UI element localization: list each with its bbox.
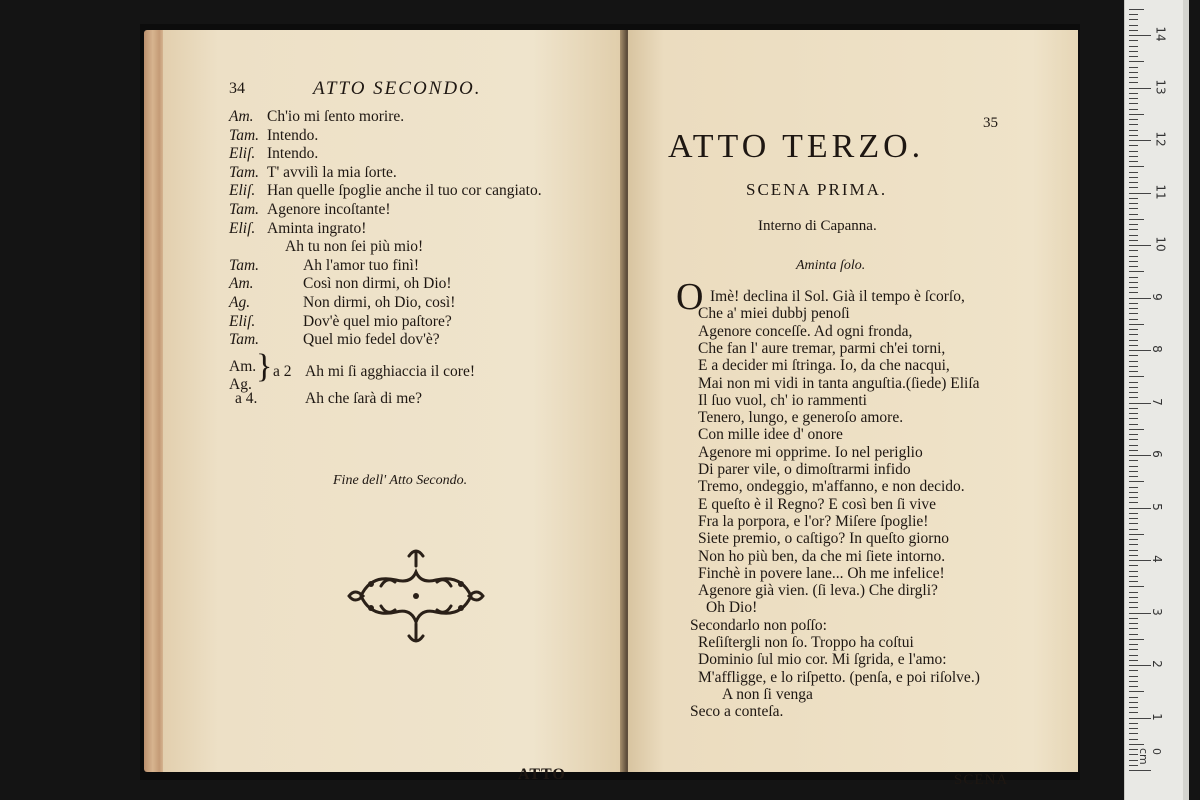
verse-line: E queſto è il Regno? E così ben ſi vive: [698, 495, 937, 513]
ruler-tick: [1129, 361, 1138, 362]
ruler-tick: [1129, 639, 1144, 640]
verse-line: Oh Dio!: [706, 599, 758, 617]
ruler-tick: [1129, 235, 1138, 236]
verse-line: Reſiſtergli non ſo. Troppo ha coſtui: [698, 634, 914, 651]
quartet-text: Ah che ſarà di me?: [305, 390, 423, 407]
quartet-marker: a 4.: [235, 390, 258, 407]
ruler-tick: [1129, 670, 1138, 671]
ruler-tick: [1129, 208, 1138, 209]
ruler-tick: [1129, 282, 1138, 283]
left-running-head: ATTO SECONDO.: [313, 78, 482, 99]
verse-line: Agenore mi opprime. Io nel periglio: [698, 443, 923, 461]
ruler-tick: [1129, 581, 1138, 582]
ruler-tick: [1129, 93, 1138, 94]
ruler-tick: [1129, 366, 1138, 367]
speaker-label: Tam.: [229, 256, 260, 274]
left-page: [163, 30, 625, 783]
ruler-tick: [1129, 156, 1138, 157]
ruler-tick: [1129, 240, 1138, 241]
ruler-tick: [1129, 88, 1151, 89]
ruler-tick: [1129, 534, 1144, 535]
verse-line: Finchè in povere lane... Oh me infelice!: [698, 564, 945, 582]
right-page-number: 35: [983, 115, 998, 131]
speaker-label: Tam.: [229, 201, 260, 218]
ruler-number: 8: [1149, 345, 1164, 353]
ruler-tick: [1129, 308, 1138, 309]
verse-line: M'affligge, e lo riſpetto. (penſa, e poi riſolve.): [698, 668, 980, 686]
ruler-tick: [1129, 271, 1144, 272]
verse-line: Agenore già vien. (ſi leva.) Che dirgli?: [698, 582, 938, 600]
ruler-tick: [1129, 733, 1138, 734]
verse-line: Non ho più ben, da che mi ſiete intorno.: [698, 547, 946, 565]
ruler-tick: [1129, 151, 1138, 152]
ruler-tick: [1129, 429, 1144, 430]
ruler-tick: [1129, 744, 1144, 745]
ruler-tick: [1129, 707, 1138, 708]
dialogue-line: Intendo.: [267, 126, 319, 144]
act-title: ATTO TERZO.: [668, 128, 925, 165]
ruler-tick: [1129, 712, 1138, 713]
speaker-label: Eliſ.: [229, 312, 256, 330]
ruler-tick: [1129, 718, 1151, 719]
ruler-tick: [1129, 14, 1138, 15]
ruler-tick: [1129, 313, 1138, 314]
ruler-tick: [1129, 77, 1138, 78]
ruler-number: 5: [1149, 502, 1164, 511]
dialogue-line: Non dirmi, oh Dio, così!: [303, 294, 456, 311]
ruler-number: 6: [1149, 450, 1164, 458]
ruler-tick: [1129, 492, 1138, 493]
ruler-tick: [1129, 691, 1144, 692]
verse-line: Secondarlo non poſſo:: [690, 616, 827, 634]
brace-glyph: }: [256, 348, 273, 385]
verse-line: Con mille idee d' onore: [698, 426, 843, 444]
scene-character: Aminta ſolo.: [796, 258, 866, 273]
ruler-tick: [1129, 634, 1138, 635]
ruler-tick: [1129, 697, 1138, 698]
ruler-tick: [1129, 124, 1138, 125]
ruler-tick: [1129, 471, 1138, 472]
ruler-number: 14: [1153, 26, 1168, 42]
ruler-tick: [1129, 219, 1144, 220]
ruler-tick: [1129, 135, 1138, 136]
ruler-tick: [1129, 256, 1138, 257]
ruler-tick: [1129, 523, 1138, 524]
ruler-tick: [1129, 266, 1138, 267]
ruler-tick: [1129, 193, 1151, 194]
ruler-number: 12: [1153, 131, 1168, 147]
duet-speaker-2: Ag.: [229, 376, 252, 393]
ruler-tick: [1129, 397, 1138, 398]
ruler-tick: [1129, 424, 1138, 425]
drop-cap: O: [676, 276, 704, 318]
ruler-tick: [1129, 460, 1138, 461]
duet-text: Ah mi ſi agghiaccia il core!: [305, 363, 476, 380]
speaker-label: Tam.: [229, 163, 260, 181]
ruler-tick: [1129, 607, 1138, 608]
ruler-number: 1: [1149, 712, 1164, 721]
ornament-icon: [341, 544, 491, 648]
ruler-tick: [1129, 355, 1138, 356]
verse-line: Fra la porpora, e l'or? Miſere ſpoglie!: [698, 512, 929, 530]
ruler-tick: [1129, 82, 1138, 83]
ruler-tick: [1129, 408, 1138, 409]
speaker-label: Tam.: [229, 331, 260, 349]
ruler-tick: [1129, 649, 1138, 650]
dialogue-line: Ch'io mi ſento morire.: [267, 108, 405, 125]
ruler-tick: [1129, 187, 1138, 188]
ruler-tick: [1129, 497, 1138, 498]
ruler-tick: [1129, 702, 1138, 703]
verse-line: Il ſuo vuol, ch' io rammenti: [698, 391, 867, 409]
left-page-number: 34: [229, 80, 245, 97]
ruler-tick: [1129, 161, 1138, 162]
ruler-tick: [1129, 376, 1144, 377]
verse-line: A non ſi venga: [722, 685, 813, 703]
ruler-tick: [1129, 319, 1138, 320]
ruler-tick: [1129, 466, 1138, 467]
verse-line: Agenore conceſſe. Ad ogni fronda,: [698, 322, 913, 340]
ruler-tick: [1129, 481, 1144, 482]
ruler-tick: [1129, 592, 1138, 593]
ruler-unit-label: 0 cm: [1137, 748, 1163, 765]
ruler-tick: [1129, 544, 1138, 545]
ruler-number: 10: [1153, 236, 1168, 252]
ruler-number: 3: [1149, 607, 1164, 616]
ruler-tick: [1129, 623, 1138, 624]
verse-line: Siete premio, o caſtigo? In queſto giorno: [698, 530, 949, 548]
ruler-tick: [1129, 739, 1138, 740]
ruler-tick: [1129, 324, 1144, 325]
ruler-tick: [1129, 371, 1138, 372]
ruler-number: 11: [1153, 183, 1168, 200]
ruler-tick: [1129, 340, 1138, 341]
ruler-tick: [1129, 655, 1138, 656]
ruler-tick: [1129, 303, 1138, 304]
ruler-number: 4: [1149, 555, 1164, 563]
ruler-tick: [1129, 51, 1138, 52]
ruler-tick: [1129, 9, 1144, 10]
ruler-tick: [1129, 40, 1138, 41]
ruler-tick: [1129, 602, 1138, 603]
ruler-tick: [1129, 445, 1138, 446]
ruler-tick: [1129, 145, 1138, 146]
ruler-tick: [1129, 676, 1138, 677]
dialogue-line: Dov'è quel mio paſtore?: [303, 312, 452, 330]
ruler-tick: [1129, 224, 1138, 225]
speaker-label: Eliſ.: [229, 145, 256, 163]
ruler-tick: [1129, 214, 1138, 215]
speaker-label: Ag.: [229, 294, 251, 311]
ruler-tick: [1129, 250, 1138, 251]
ruler-tick: [1129, 345, 1138, 346]
ruler-tick: [1129, 350, 1151, 351]
ruler-tick: [1129, 550, 1138, 551]
ruler-tick: [1129, 25, 1138, 26]
ruler-tick: [1129, 413, 1138, 414]
ruler-tick: [1129, 434, 1138, 435]
ruler-tick: [1129, 109, 1138, 110]
ruler-tick: [1129, 103, 1138, 104]
ruler-tick: [1129, 277, 1138, 278]
ruler-tick: [1129, 518, 1138, 519]
ruler-tick: [1129, 455, 1151, 456]
ruler-tick: [1129, 665, 1151, 666]
dialogue-line: Intendo.: [267, 145, 319, 163]
ruler-tick: [1129, 539, 1138, 540]
duet-marker: a 2: [273, 363, 292, 380]
ruler-tick: [1129, 292, 1138, 293]
ruler-tick: [1129, 686, 1138, 687]
ruler-tick: [1129, 597, 1138, 598]
dialogue-line: Agenore incoſtante!: [267, 201, 391, 218]
ruler-tick: [1129, 613, 1151, 614]
ruler-tick: [1129, 114, 1144, 115]
ruler-tick: [1129, 261, 1138, 262]
ruler-tick: [1129, 203, 1138, 204]
ruler-number: 2: [1149, 660, 1164, 668]
right-page: [628, 30, 1078, 788]
ruler-tick: [1129, 555, 1138, 556]
measurement-ruler: [1124, 0, 1189, 800]
ruler-tick: [1129, 403, 1151, 404]
ruler-tick: [1129, 329, 1138, 330]
dialogue-line: Quel mio fedel dov'è?: [303, 331, 440, 349]
ruler-tick: [1129, 182, 1138, 183]
ruler-tick: [1129, 46, 1138, 47]
ruler-tick: [1129, 35, 1151, 36]
dialogue-line: T' avvilì la mia ſorte.: [267, 163, 397, 181]
ruler-tick: [1129, 229, 1138, 230]
speaker-label: Tam.: [229, 126, 260, 144]
verse-line: Mai non mi vidi in tanta anguſtia.(ſiede) Eliſa: [698, 374, 980, 392]
ruler-tick: [1129, 287, 1138, 288]
ruler-tick: [1129, 476, 1138, 477]
ruler-tick: [1129, 56, 1138, 57]
ruler-tick: [1129, 72, 1138, 73]
duet-speaker-1: Am.: [229, 358, 257, 375]
ruler-tick: [1129, 334, 1138, 335]
verse-line: Tremo, ondeggio, m'affanno, e non decido.: [698, 478, 965, 496]
ruler-tick: [1129, 198, 1138, 199]
ruler-tick: [1129, 660, 1138, 661]
ruler-tick: [1129, 728, 1138, 729]
ruler-tick: [1129, 586, 1144, 587]
ruler-number: 9: [1149, 292, 1164, 301]
scene-heading: SCENA PRIMA.: [746, 180, 888, 199]
ruler-tick: [1129, 298, 1151, 299]
ruler-tick: [1129, 529, 1138, 530]
dialogue-line: Han quelle ſpoglie anche il tuo cor cangiato.: [267, 182, 542, 200]
ruler-tick: [1129, 644, 1138, 645]
dialogue-line: Così non dirmi, oh Dio!: [303, 275, 452, 293]
left-catchword: ATTO: [518, 766, 566, 783]
verse-line: Che fan l' aure tremar, parmi ch'ei torni,: [698, 339, 946, 357]
verse-line: Imè! declina il Sol. Già il tempo è ſcorſo,: [710, 288, 965, 305]
ruler-tick: [1129, 439, 1138, 440]
ruler-tick: [1129, 166, 1144, 167]
end-of-act-note: Fine dell' Atto Secondo.: [333, 473, 468, 488]
dialogue-line: Aminta ingrato!: [267, 219, 367, 237]
ruler-number: 13: [1153, 78, 1168, 95]
ruler-tick: [1129, 508, 1151, 509]
ruler-tick: [1129, 723, 1138, 724]
verse-line: Dominio ſul mio cor. Mi ſgrida, e l'amo:: [698, 651, 947, 669]
ruler-tick: [1129, 98, 1138, 99]
right-catchword: SCENA: [954, 772, 1009, 788]
verse-line: E a decider mi ſtringa. Io, da che nacqui,: [698, 357, 950, 375]
ruler-tick: [1129, 172, 1138, 173]
ruler-tick: [1129, 177, 1138, 178]
ruler-tick: [1129, 560, 1151, 561]
ruler-tick: [1129, 19, 1138, 20]
verse-line: Di parer vile, o dimoſtrarmi infido: [698, 461, 911, 478]
verse-line: Che a' miei dubbj penoſi: [698, 305, 850, 323]
ruler-tick: [1129, 571, 1138, 572]
ruler-tick: [1129, 30, 1138, 31]
ruler-tick: [1129, 245, 1151, 246]
ruler-tick: [1129, 67, 1138, 68]
ruler-tick: [1129, 61, 1144, 62]
ruler-tick: [1129, 618, 1138, 619]
verse-line: Seco a conteſa.: [690, 703, 784, 721]
scene-location: Interno di Capanna.: [758, 218, 877, 234]
verse-line: Tenero, lungo, e generoſo amore.: [698, 409, 904, 427]
ruler-tick: [1129, 565, 1138, 566]
ruler-tick: [1129, 119, 1138, 120]
ruler-tick: [1129, 382, 1138, 383]
ruler-tick: [1129, 418, 1138, 419]
speaker-label: Am.: [229, 108, 254, 125]
ruler-tick: [1129, 576, 1138, 577]
speaker-label: Eliſ.: [229, 219, 256, 237]
ruler-number: 7: [1149, 397, 1164, 406]
ruler-tick: [1129, 140, 1151, 141]
dialogue-line: Ah tu non ſei più mio!: [285, 238, 424, 256]
speaker-label: Am.: [229, 275, 254, 293]
ruler-tick: [1129, 628, 1138, 629]
ruler-tick: [1129, 487, 1138, 488]
speaker-label: Eliſ.: [229, 182, 256, 200]
ruler-tick: [1129, 130, 1138, 131]
ruler-tick: [1129, 392, 1138, 393]
ruler-tick: [1129, 681, 1138, 682]
ruler-tick: [1129, 502, 1138, 503]
ruler-edge: [1183, 0, 1189, 800]
ruler-tick: [1129, 387, 1138, 388]
ruler-tick: [1129, 450, 1138, 451]
dialogue-line: Ah l'amor tuo finì!: [303, 256, 420, 274]
ruler-tick: [1129, 513, 1138, 514]
